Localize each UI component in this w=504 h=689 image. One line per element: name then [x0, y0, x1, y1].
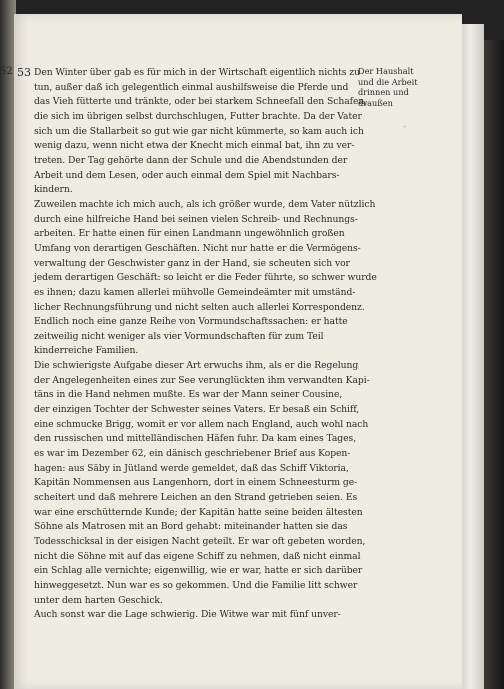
- text-line: Todesschicksal in der eisigen Nacht geteilt. Er war oft gebeten worden,: [34, 536, 366, 547]
- marginal-note-line: und die Arbeit: [358, 76, 418, 87]
- text-line: Auch sonst war die Lage schwierig. Die Witwe war mit fünf unver-: [34, 609, 341, 621]
- text-line: der Angelegenheiten eines zur See verunglückten ihm verwandten Kapi-: [34, 374, 370, 386]
- text-line: war eine erschütternde Kunde; der Kapitän hatte seine beiden ältesten: [34, 506, 363, 518]
- text-line: wenig dazu, wenn nicht etwa der Knecht mich einmal bat, ihn zu ver-: [34, 140, 355, 152]
- text-line: sich um die Stallarbeit so gut wie gar nicht kümmerte, so kam auch ich: [34, 125, 364, 137]
- pencil-mark: ˇ: [402, 126, 407, 137]
- text-line: Umfang von derartigen Geschäften. Nicht nur hatte er die Vermögens-: [34, 242, 361, 254]
- text-line: der einzigen Tochter der Schwester seines Vaters. Er besaß ein Schiff,: [34, 404, 360, 416]
- text-line: eine schmucke Brigg, womit er vor allem nach England, auch wohl nach: [34, 418, 369, 430]
- text-line: es ihnen; dazu kamen allerlei mühvolle Gemeindeämter mit umständ-: [34, 286, 356, 298]
- text-line: durch eine hilfreiche Hand bei seinen vielen Schreib- und Rechnungs-: [34, 213, 358, 225]
- text-line: treten. Der Tag gehörte dann der Schule und die Abendstunden der: [34, 154, 348, 166]
- text-line: unter dem harten Geschick.: [34, 594, 163, 606]
- facing-page-number: 52: [0, 66, 13, 77]
- text-line: nicht die Söhne mit auf das eigene Schiff zu nehmen, daß nicht einmal: [34, 550, 361, 562]
- text-line: Den Winter über gab es für mich in der Wirtschaft eigentlich nichts zu: [34, 67, 360, 78]
- page: [14, 14, 462, 689]
- marginal-note-line: Der Haushalt: [358, 66, 414, 76]
- text-line: das Vieh fütterte und tränkte, oder bei starkem Schneefall den Schafen,: [34, 96, 368, 108]
- page-number: 53: [17, 66, 31, 79]
- text-line: den russischen und mittelländischen Häfen fuhr. Da kam eines Tages,: [34, 433, 357, 445]
- text-line: Arbeit und dem Lesen, oder auch einmal dem Spiel mit Nachbars-: [34, 169, 340, 181]
- text-line: kinderreiche Familien.: [34, 345, 139, 357]
- marginal-note: [358, 66, 458, 108]
- text-line: es war im Dezember 62, ein dänisch geschriebener Brief aus Kopen-: [34, 448, 351, 460]
- text-line: hagen: aus Säby in Jütland werde gemeldet, daß das Schiff Viktoria,: [34, 462, 349, 474]
- page-stack-edge: [462, 24, 484, 689]
- text-line: Die schwierigste Aufgabe dieser Art erwuchs ihm, als er die Regelung: [34, 360, 359, 372]
- text-line: ein Schlag alle vernichte; eigenwillig, wie er war, hatte er sich darüber: [34, 565, 363, 577]
- book-cover-edge: [484, 40, 504, 689]
- text-line: verwaltung der Geschwister ganz in der Hand, sie scheuten sich vor: [34, 257, 350, 269]
- text-line: zeitweilig nicht weniger als vier Vormundschaften für zum Teil: [34, 330, 324, 342]
- text-line: jedem derartigen Geschäft: so leicht er die Feder führte, so schwer wurde: [34, 272, 377, 284]
- marginal-note-line: draußen: [358, 97, 393, 108]
- text-line: kindern.: [34, 184, 73, 196]
- text-line: Söhne als Matrosen mit an Bord gehabt: miteinander hatten sie das: [34, 521, 348, 533]
- text-line: die sich im übrigen selbst durchschlugen, Futter brachte. Da der Vater: [34, 110, 362, 122]
- text-line: täns in die Hand nehmen mußte. Es war der Mann seiner Cousine,: [34, 389, 343, 401]
- text-line: Endlich noch eine ganze Reihe von Vormundschaftssachen: er hatte: [34, 316, 348, 328]
- text-line: licher Rechnungsführung und nicht selten auch allerlei Korrespondenz.: [34, 301, 365, 313]
- text-line: tun, außer daß ich gelegentlich einmal aushilfsweise die Pferde und: [34, 81, 349, 93]
- text-line: Kapitän Nommensen aus Langenhorn, dort in einem Schneesturm ge-: [34, 477, 358, 489]
- text-line: arbeiten. Er hatte einen für einen Landmann ungewöhnlich großen: [34, 228, 345, 240]
- text-line: scheitert und daß mehrere Leichen an den Strand getrieben seien. Es: [34, 492, 358, 504]
- text-line: hinweggesetzt. Nun war es so gekommen. Und die Familie litt schwer: [34, 579, 358, 591]
- text-line: Zuweilen machte ich mich auch, als ich größer wurde, dem Vater nützlich: [34, 198, 376, 210]
- marginal-note-line: drinnen und: [358, 87, 409, 98]
